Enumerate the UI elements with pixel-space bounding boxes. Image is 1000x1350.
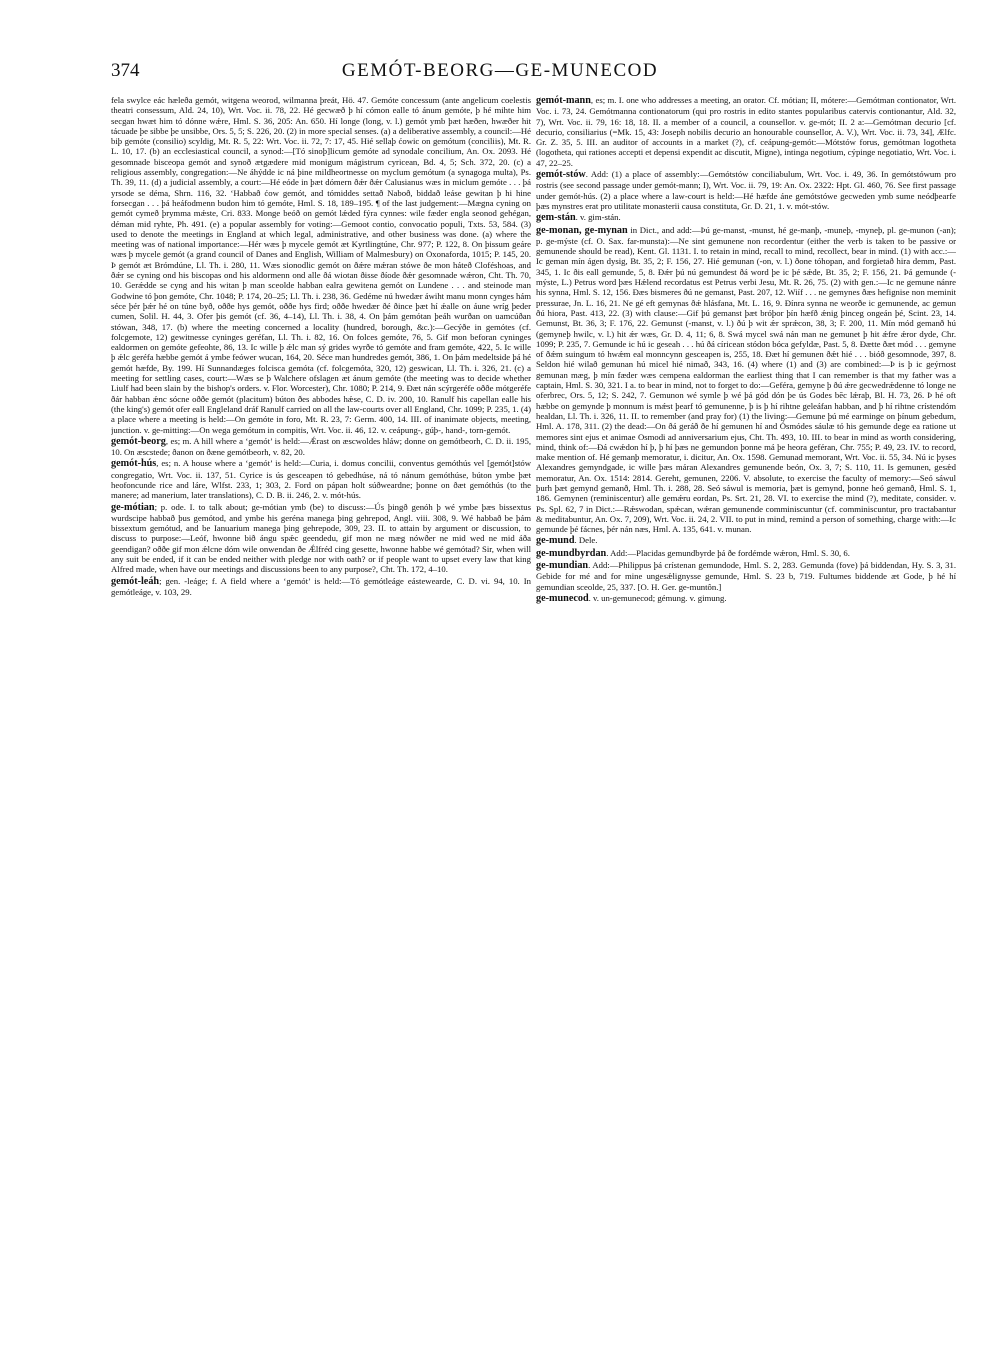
entry-text: , es; n. A house where a ‘gemót’ is held:—Curia, i. domus concilii, conventus gemóthús vel [gemót]stów congregatio, Wrt. Voc. ii. 137, 51. Cyrice is ús gesceapen tó gebedhúse, ná tó nánum gemóthúse, búton ymbe þæt heofoncunde rice and láre, Wlfst. 233, 1; 303, 2. Ford on pápan holt súðweardne; þonne on ðæt gemóthús (to the manere; ad manerium, later translations), C. D. B. ii. 246, 2. v. mót-hús.: [111, 458, 531, 501]
entry-text: . Add:—Philippus þá crístenan gemundode, Hml. S. 2, 283. Gemunda (fove) þá biddendan, Hy. S. 3, 31. Gebide for mé and for mine ungesǽlignysse gemunde, Hml. S. 23 b, 719. Fultumes biddende æt Gode, þ hé hí gemundian sceolde, 25, 337. [O. H. Ger. ge-muntôn.]: [536, 560, 956, 592]
entry-headword: gemót-mann: [536, 95, 591, 106]
entry-text: , es; m. I. one who addresses a meeting, an orator. Cf. mótian; II, mótere:—Gemótman contionator, Wrt. Voc. i. 73, 24. Gemótmanna contionatorum (qui pro rostris in edito stantes popularibus catervis contionantur, Ald. 32, 7), Wrt. Voc. ii. 79, 16: 18, 18. II. a member of a council, a counsellor. v. ge-mót; II. 2 a:—Gemótman decurio [cf. decurio, consiliarius (=Mk. 15, 43: Joseph nobilis decurio an honourable counsellor, A. V.), Wrt. Voc. ii. 73, 34], Ælfc. Gr. Z. 35, 5. III. an auditor of accounts in a market (?), cf. ceápung-gemót:—Mótstów forus, gemótman logotheta (logotheta, qui rationes accepti et depensi expendit ac discutit, Migne), intinga negotium, cýpinge negotiatio, Wrt. Voc. i. 47, 22–25.: [536, 95, 956, 168]
dictionary-entry: [536, 548, 956, 559]
entry-headword: ge-mótian: [111, 501, 155, 513]
right-column: [536, 95, 956, 1325]
dictionary-entry: [111, 576, 531, 598]
left-column: [111, 95, 531, 1325]
entry-text: . v. gim-stán.: [575, 212, 621, 223]
dictionary-entry: [536, 535, 956, 546]
entry-headword: ge-mundbyrdan: [536, 547, 607, 559]
dictionary-entry: [111, 502, 531, 575]
entry-text: , es; m. A hill where a ‘gemót’ is held:—Ǽrast on æscwoldes hláw; donne on gemótbeorh, C. D. ii. 195, 10. On æscstede; ðanon on ðæne gemótbeorh, v. 82, 20.: [111, 435, 531, 458]
entry-headword: ge-munecod: [536, 592, 589, 604]
page-number: 374: [111, 60, 140, 81]
entry-headword: gemót-beorg: [111, 435, 166, 447]
entry-text: . v. un-gemunecod; gémung. v. gimung.: [588, 592, 727, 603]
dictionary-entry: [536, 169, 956, 211]
dictionary-entry: [111, 95, 531, 435]
entry-text: . Dele.: [574, 535, 598, 546]
entry-headword: ge-mundian: [536, 560, 589, 572]
entry-text: ; p. ode. I. to talk about; ge-mótian ymb (be) to discuss:—Ús þingð genóh þ wé ymbe þæs bissextus wurdscipe habbað þus gemótod, and ymbe his geréna manega þing gehrepod, Angl. viii. 308, 9. Wé habbað be þám bissextum gemótud, and be Ianuarium manega þing gehrepode, 309, 23. II. to attain by argument or discussion, to discuss to purpose:—Leóf, hwonne bið ángu spǽc geendedu, gif mon ne mæg nówðer ne mid wed ne mid áða geendigan? oððe gif mon ǽlcne dóm wile onwendan ðe Ǽlfréd cing gesette, hwonne habbe wé gemótad? Sir, when will any suit be ended, if it can be ended neither with pledge nor with oath? or if people want to upset every law that king Alfred made, when have our meetings and discussions been to any purpose?, Cht. Th. 172, 4–10.: [111, 501, 531, 575]
entry-text: fela swylce eác hæleða gemót, witgena weorod, wilmanna þreát, Hö. 47. Gemóte concessum (ante angelicum coelestis theatri consessum, Ald. 24, 10), Wrt. Voc. ii. 78, 22. Hé gecwæð þ hí cómon ealle tó ánum gemóte, þ hé mihte him secgan hwæt him tó dónne wǽre, Hml. S. 36, 205: An. 650. Hí longe (long, v. l.) gemót ymb þæt hæðen, hwæðer hit tácuade þe sibbe þe unsibbe, Ors. 5, 5; S. 226, 20. (2) in more special senses. (a) a deliberative assembly, a council:—Hé biþ gemóte (consilio) scyldig, Mt. R. 5, 22: Wrt. Voc. ii. 72, 7: 17, 45. Hié sellaþ ćowic on gemótum (conciliis), Mt. R. L. 10, 17. (b) an ecclesiastical council, a synod:—[Tó sinoþ]licum gemóte ad synodale concilium, An. Ox. 2093. Hé gesomnade bisceopa gemót and synoð ætgædere mid monigum mágistrum cyricean, Bd. 4, 5; Sch. 372, 20. (c) a religious assembly, congregation:—Ne áhýdde ic ná þine mildheortnesse on myclum gemótum (a synagoga multa), Ps. Th. 39, 11. (d) a judicial assembly, a court:—Hé eóde in þæt dómern ðǽr ðǽr Calusianus wæs in miclum gemóte . . . þá yrsode se déma, Shrn. 116, 32. ‘Habbað ćow gemót, and tómiddes settað Naboð, biddað leáse gewitan þ hi hine forsecgan . . . þá heáfodmenn budon him tó gemóte, Hml. S. 18, 189–195. ¶ of the last judgement:—Mægna cyning on gemót cymeð þrymma mǽste, Cri. 833. Monge beóð on gemót lǽded fýra cynnes: wile fæder engla seonod gehégan, déman mid ryhte, Ph. 491. (e) a popular assembly for voting:—Gemoot contio, convocatio populi, Txts. 53, 584. (3) used to denote the meetings in England at which legal, administrative, and other business was done. (a) where the meeting was of national importance:—Hér wæs þ mycele gemót æt Kyrtlingtúne, Chr. 977; P. 122, 8. On þissum geáre wæs þ mycele gemót (a grand council of Danes and English, William of Malmesbury) on Oxonaforda, 1015; P. 145, 20. Þ gemót æt Brómdúne, Ll. Th. i. 280, 11. Wæs sionodlic gemót on ðǽre mǽran stówe ðe mon háteð Cloféshoas, and ðǽr se cyning ond his biscopas ond his aldormenn ond alle ðá wiotan ðisse ðíode ðǽr gesomnade wǽron, Cht. Th. 70, 10. Gerǽdde se cyng and his witan þ man sceolde habban ealra gewitena gemót on Lundene . . . and steinode man Godwine tó þon gemóte, Chr. 1048; P. 174, 20–25; Ll. Th. i. 238, 36. Gedéme nú hwedær áwiht manu monn cynges hám séce þér þǽr hé on túne byð, oððe hys gemót, oððe hys fird; oððe hwedær ðé ðince þæt hí ǽalle on áune wríg þeder cumen, Solil. H. 44, 3. Ofer þis gemót (cf. 36, 4–14), Ll. Th. i. 38, 4. On þám gemótan þeáh wurðan on uamcúðan stówan, 348, 17. (b) where the meeting concerned a locality (hundred, borough, &c.):—Gecýðe in gemótes (cf. folcgemote, 12) gewitnesse cyninges geréfan, Ll. Th. i. 82, 16. On folces gemóte, 76, 5. Gif mon beforan cyninges ealdormen on gemóte gefeohte, 86, 13. Ic wille þ ǽlc man sý gridеs wyrðe tó gemóte and fram gemóte, 422, 5. Ic wille þ ǽlc geréfa hæbbe gemót á ymbe feówer wucan, 164, 20. Séce man hundredes gemót, 386, 1. On þám medeltside þá hé gemót hæfde, By. 199. Hí Sunnandæges folcisca gemóta (cf. folcgemóta, 320, 12) geswican, Ll. Th. i. 326, 21. (c) a meeting for settling cases, court:—Wæs se þ Walchere ofslagen æt ánum gemóte (the meeting was to decide whether Liulf had been slain by the bishop's orders. v. Flor. Worcester), Chr. 1080; P. 214, 9. Ðæt nán scýrgeréfe oððe mótgeréfe ðár habban ǽnc sócne oððe gemót (placitum) búton ðes abbodes hǽse, C. D. iv. 200, 10. Ranulf his capellan ealle his (the king's) gemót ofer eall Engleland dráf Ranulf carried on all the law-courts over all England, Chr. 1099; P. 235, 1. (4) a place where a meeting is held:—On gemóte in foro, Mt. R. 23, 7: Germ. 400, 14. III. of inanimate objects, meeting, junction. v. ge-mitting:—On wega gemótum in compitis, Wrt. Voc. ii. 46, 12. v. ceápung-, gúþ-, hand-, torn-gemót.: [111, 95, 531, 435]
dictionary-entry: [536, 212, 956, 223]
entry-headword: gemót-leáh: [111, 575, 160, 587]
entry-headword: gemót-stów: [536, 169, 586, 181]
entry-headword: gem-stán: [536, 212, 576, 224]
entry-headword: gemót-hús: [111, 458, 157, 470]
dictionary-entry: [111, 458, 531, 500]
entry-text: in Dict., and add:—Þú ge-manst, -munst, hé ge-manþ, -munеþ, -myneþ, pl. ge-munon (-an); p. ge-mýste (cf. O. Sax. far-munsta):—Ne sint gemunene non recordentur (either the verb is taken to be passive or gemunende should be read), Kent. Gl. 1131. I. to retain in mind, recall to mind, recollect, bear in mind. (1) with acc.:—Ic geman mín ágen dysig, Bt. 35, 2; F. 156, 27. Hié gemunan (-on, v. l.) ðone tóhopan, and forgietað hira demm, Past. 345, 1. Ic ðis eall gemunde, 5, 8. Ðǽr þú nú gemundest ðá word þe ic þé sǽde, Bt. 35, 2; F. 156, 21. Þá gemunde (-mýste, L.) Petrus word þæs Hǽlend recordatus est Petrus verbi Jesu, Mt. R. 26, 75. (2) with gen.:—Ic ne gemune nánre his synna, Hml. S. 12, 156. Ðæs bismeres ðú ne gemanst, Past. 207, 12. Wiíf . . . ne gemynes ðæs hefignise non meminit pressurae, Jn. L. 16, 21. Ne gé eft gemynas ðǽ hlásfana, Mt. L. 16, 9. Ðínra synna ne weorðe ic gemunende, ac gemun ðú hiora, Past. 413, 22. (3) with clause:—Gif þú gemanst þæt bróþor þín hæfð ǽnig þinceg ongeán þé, Scint. 23, 14. Gemunst, Bt. 36, 3; F. 176, 22. Gemunst (-manst, v. l.) ðú þ wit ǽr sprǽcon, 38, 3; F. 200, 11. Mín mód gemanð hú (gemyneþ hwilc, v. l.) hit ǽr wæs, Gr. D. 4, 11; 6, 8. Swá mycel swá nán man ne gemunet þ hit ǽfre ǽror dyde, Chr. 1099; P. 235, 7. Gemunde ic hú ic geseah . . . hú ðá círicean stódon bóca gefyldæ, Past. 5, 8. Ðætte ðæt mód . . . gemyne of ðǽm suingum tó hwǽm eal monncynn gesceapen is, 255, 18. Ðæt hí gemunen ðǽt hié . . . bióð gesomnode, 397, 8. Seldon hié wilað gemunan hú micel hié nimað, 343, 16. (4) where (1) and (3) are combined:—Þ is þ ic geýrnost gemunan mæg, þ mín fæder wæs cempena ealdorman the earliest thing that I can remember is that my father was a captain, Hml. S. 30, 321. I a. to bear in mind, not to forget to do:—Geféra, gemyne þ ðú ǽre gecwedrǽdenne tó longe ne oferbrec, Ors. 5, 12; S. 242, 7. Gemunon wé symle þ wé þá gód dón þe ús Godes bēc lǽraþ, Bl. H. 73, 26. Þ hé oft hæbbe on gemynde þ monnum is mǽst þearf tó gemunenne, þ is þ hí rihtne geleáfan habban, and þ hí rihtne crístendóm healdan, Ll. Th. i. 326, 11. II. to remember (and pray for) (1) the living:—Gemune þú mé earminge on þínum gebedum, Hml. A. 178, 311. (2) the dead:—On ðá geráð ðe hí gemunen hí and Ósmódes sáulæ tó his gemunde dege ea ratione ut memores sint ejus et animae Osmodi ad anniversarium ejus, Cht. Th. 493, 10. III. to bear in mind as worth considering, mind, think of:—Ðá cwǽdon hí þ, þ hí þæs ne gemundon þonne má þe heora geféran, Chr. 755; P. 49, 23. IV. to record, make mention of. Hé gemanþ memoratur, i. dicitur, An. Ox. 1598. Gemunad memorant, Wrt. Voc. ii. 55, 34. Nú ic þyses Alexandres gemyndgade, ic wille þæs máran Alexandres gemunende beón, Ox. 3, 7; S. 110, 11. Is gemunen, gesǽd memoratur, An. Ox. 1514: 2814. Gereht, gemunen, 2206. V. absolute, to exercise the faculty of memory:—Seó sáwul þurh þæt gemynd gemanð, Hml. Th. i. 288, 28. Seó sáwul is memoria, þæt is gemynd, þonne heó gemanð, Hml. S. 1, 186. Gemynen (reminiscentur) alle gemǽru eordan, Ps. Srt. 21, 28. VI. to exercise the mind (?), meditate, consider. v. Ps. Spl. 62, 7 in Dict.:—Rǽswodan, spǽcan, wǽran gemunende comminiscuntur (cf. comminiscuntur, pro tractabantur & meditabuntur, An. Ox. 7, 209), Wrt. Voc. ii. 24, 2. VII. to put in mind, remind a person of something, charge with:—Ic gemunde þé fácnes, þér nán næs, Hml. A. 135, 641. v. munan.: [536, 224, 956, 535]
entry-headword: ge-monan, ge-mynan: [536, 224, 628, 236]
dictionary-entry: [536, 95, 956, 168]
dictionary-entry: [536, 560, 956, 592]
entry-text: . Add: (1) a place of assembly:—Gemótstów conciliabulum, Wrt. Voc. i. 49, 36. In gemótstówum pro rostris (see second passage under gemót-mann; I), Wrt. Voc. ii. 79, 19: An. Ox. 2322: Hpt. Gl. 460, 76. See first passage under gemót-hús. (2) a place where a law-court is held:—Hé hæfde áne gemótstówe gecweden ymb sume neódþearfe þæs mynstres erat pro utilitate monasterii causa constituta, Gr. D. 21, 1. v. mót-stów.: [536, 169, 956, 211]
entry-text: ; gen. -leáge; f. A field where a ‘gemót’ is held:—Tó gemótleáge eástewearde, C. D. vi. 94, 10. In gemótleáge, v. 103, 29.: [111, 575, 531, 597]
dictionary-entry: [536, 593, 956, 604]
entry-headword: ge-mund: [536, 535, 575, 547]
entry-text: . Add:—Placidas gemundbyrde þá ðe fordémde wǽron, Hml. S. 30, 6.: [606, 547, 850, 558]
running-head: GEMÓT-BEORG—GE-MUNECOD: [341, 60, 659, 81]
dictionary-entry: [536, 225, 956, 535]
dictionary-entry: [111, 436, 531, 458]
